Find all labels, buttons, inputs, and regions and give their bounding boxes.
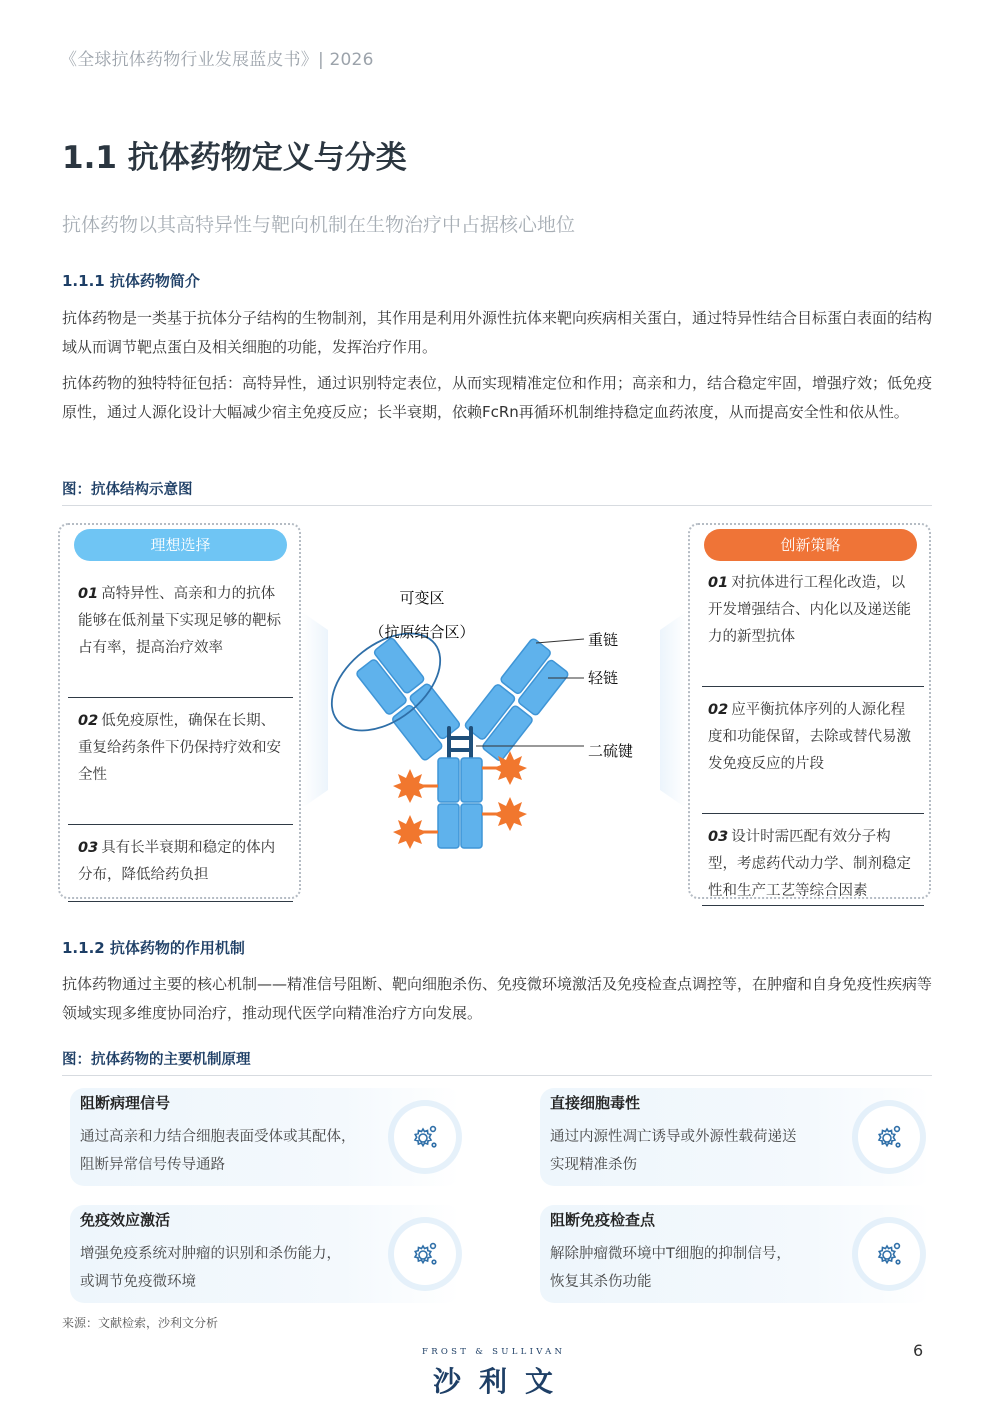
mechanism-paragraph: 抗体药物通过主要的核心机制——精准信号阻断、靶向细胞杀伤、免疫微环境激活及免疫检查点调控等，在肿瘤和自身免疫性疾病等领域实现多维度协同治疗，推动现代医学向精准治疗方向发展。 [62, 975, 933, 1022]
mechanism-card-cytotoxicity [540, 1088, 930, 1186]
gear-icon [858, 1106, 920, 1168]
label-disulfide-bond: 二硫键 [588, 742, 634, 760]
ideal-item-2: 02 低免疫原性，确保在长期、重复给药条件下仍保持疗效和安全性 [78, 713, 281, 783]
figure-caption-mechanism: 图：抗体药物的主要机制原理 [62, 1048, 932, 1076]
subsection-heading-intro: 1.1.1 抗体药物简介 [62, 272, 200, 290]
intro-paragraph-2: 抗体药物的独特特征包括：高特异性，通过识别特定表位，从而实现精准定位和作用；高亲和力，结合稳定牢固，增强疗效；低免疫原性，通过人源化设计大幅减少宿主免疫反应；长半衰期，依赖FcRn再循环机制维持稳定血药浓度，从而提高安全性和依从性。 [62, 374, 933, 421]
fc-ch2-right [461, 758, 482, 802]
innovation-strategy-panel [688, 523, 931, 899]
mechanism-card-desc: 解除肿瘤微环境中T细胞的抑制信号， 恢复其杀伤功能 [550, 1246, 791, 1290]
mechanism-card-immune-activation [70, 1205, 460, 1303]
section-subtitle: 抗体药物以其高特异性与靶向机制在生物治疗中占据核心地位 [62, 214, 576, 236]
fc-ch3-right [461, 804, 482, 848]
label-variable-region: 可变区 [399, 589, 445, 607]
label-light-chain: 轻链 [588, 669, 619, 687]
panel-divider [702, 905, 924, 906]
ideal-choice-panel [58, 523, 301, 899]
antibody-structure-diagram [300, 560, 688, 860]
panel-divider [702, 813, 924, 814]
intro-paragraph-1: 抗体药物是一类基于抗体分子结构的生物制剂，其作用是利用外源性抗体来靶向疾病相关蛋白，通过特异性结合目标蛋白表面的结构域从而调节靶点蛋白及相关细胞的功能，发挥治疗作用。 [62, 309, 933, 356]
ideal-item-3: 03 具有长半衰期和稳定的体内分布，降低给药负担 [78, 840, 276, 883]
ideal-item-1: 01 高特异性、高亲和力的抗体能够在低剂量下实现足够的靶标占有率，提高治疗效率 [78, 586, 281, 656]
gear-icon [394, 1223, 456, 1285]
mechanism-card-desc: 通过内源性凋亡诱导或外源性载荷递送 实现精准杀伤 [550, 1129, 797, 1173]
source-note: 来源：文献检索，沙利文分析 [62, 1316, 219, 1330]
panel-divider [702, 686, 924, 687]
mechanism-card-signal-blocking [70, 1088, 460, 1186]
right-arm [460, 638, 573, 762]
fc-ch2-left [438, 758, 459, 802]
label-heavy-chain: 重链 [588, 631, 619, 649]
figure-caption-structure: 图：抗体结构示意图 [62, 478, 932, 506]
gear-icon [394, 1106, 456, 1168]
section-title: 1.1 抗体药物定义与分类 [62, 140, 407, 176]
gear-icon [858, 1223, 920, 1285]
subsection-heading-mechanism: 1.1.2 抗体药物的作用机制 [62, 939, 245, 957]
mechanism-card-title: 直接细胞毒性 [550, 1094, 641, 1112]
panel-divider [68, 697, 293, 698]
glycan-bursts [393, 751, 527, 849]
brand-logo-chinese: 沙利文 [433, 1365, 572, 1398]
panel-connector-right [660, 612, 686, 808]
ideal-choice-title: 理想选择 [74, 529, 287, 561]
glycan-stubs [416, 768, 504, 832]
page-number: 6 [913, 1341, 924, 1360]
mechanism-card-title: 免疫效应激活 [80, 1211, 171, 1229]
panel-connector-left [302, 612, 328, 808]
fc-ch3-left [438, 804, 459, 848]
label-antigen-binding: （抗原结合区） [369, 623, 475, 641]
strategy-item-1: 01 对抗体进行工程化改造，以开发增强结合、内化以及递送能力的新型抗体 [708, 575, 911, 645]
mechanism-card-title: 阻断免疫检查点 [550, 1211, 656, 1229]
strategy-item-2: 02 应平衡抗体序列的人源化程度和功能保留，去除或替代易激发免疫反应的片段 [708, 702, 911, 772]
mechanism-card-desc: 增强免疫系统对肿瘤的识别和杀伤能力， 或调节免疫微环境 [80, 1246, 341, 1290]
brand-logo-english: FROST & SULLIVAN [422, 1347, 566, 1357]
mechanism-card-checkpoint-blocking [540, 1205, 930, 1303]
innovation-strategy-title: 创新策略 [704, 529, 917, 561]
mechanism-card-title: 阻断病理信号 [80, 1094, 171, 1112]
panel-divider [68, 901, 293, 902]
panel-divider [68, 824, 293, 825]
running-header: 《全球抗体药物行业发展蓝皮书》| 2026 [60, 50, 374, 70]
mechanism-card-desc: 通过高亲和力结合细胞表面受体或其配体， 阻断异常信号传导通路 [80, 1129, 356, 1173]
strategy-item-3: 03 设计时需匹配有效分子构型，考虑药代动力学、制剂稳定性和生产工艺等综合因素 [708, 829, 911, 899]
